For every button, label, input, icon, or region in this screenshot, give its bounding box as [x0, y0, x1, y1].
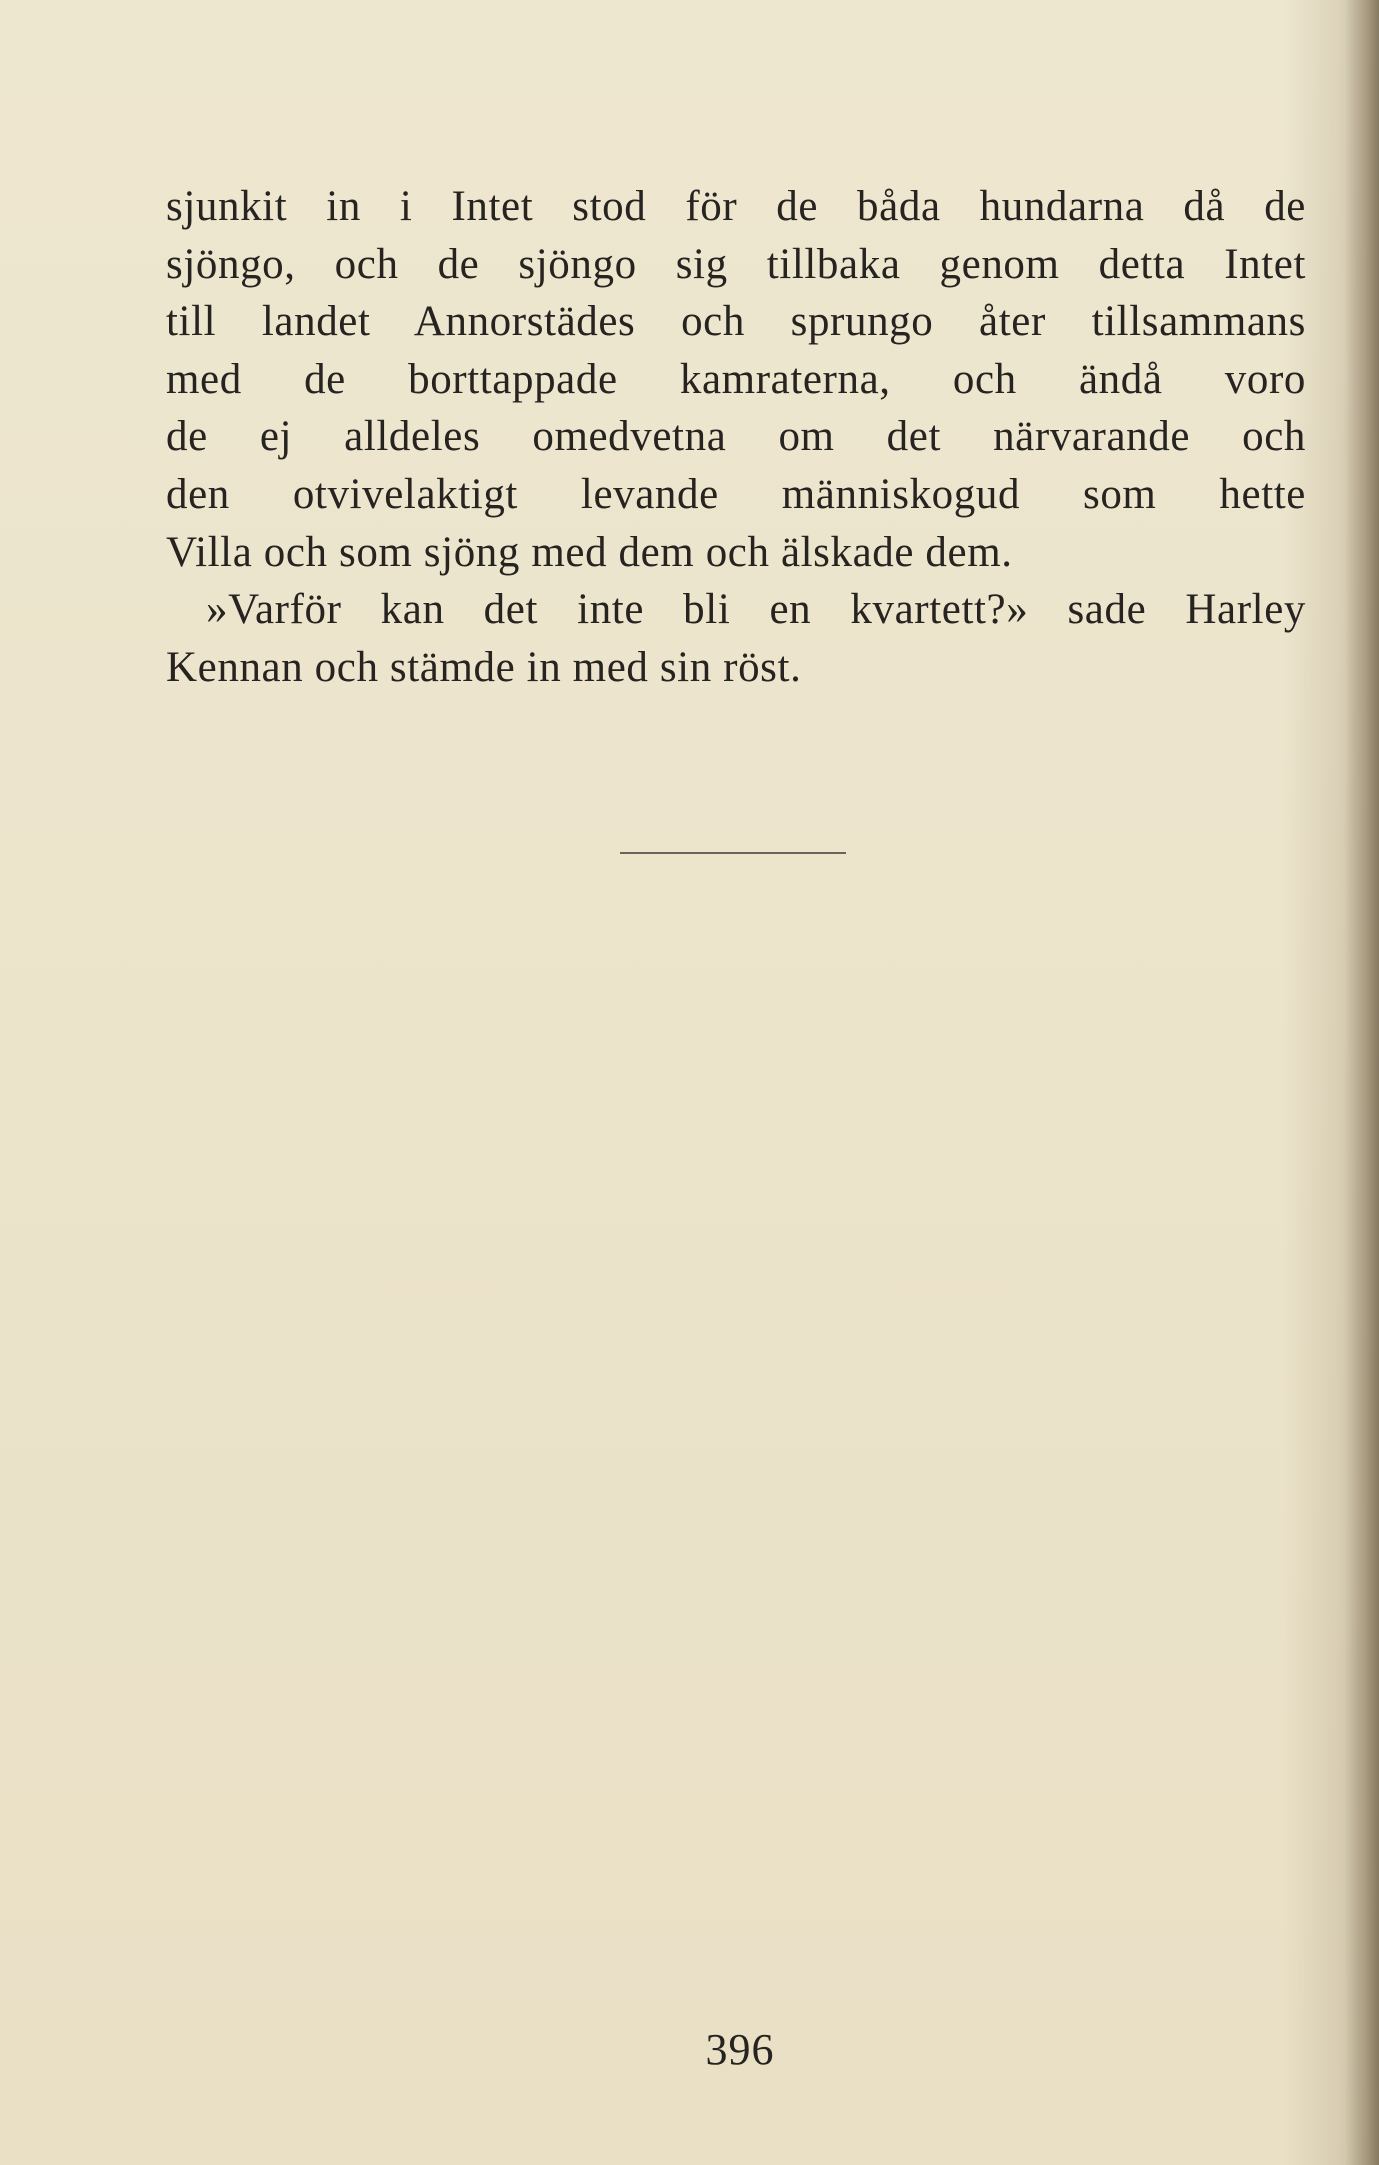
- text-line: den otvivelaktigt levande människogud som hette: [166, 470, 1306, 518]
- page-number: 396: [705, 2025, 775, 2074]
- text-line: till landet Annorstädes och sprungo åter tillsammans: [166, 298, 1306, 346]
- section-divider: [620, 852, 846, 854]
- body-text: [166, 178, 1306, 696]
- text-line: med de borttappade kamraterna, och ändå voro: [166, 355, 1306, 403]
- text-line: Villa och som sjöng med dem och älskade dem.: [166, 528, 1013, 576]
- text-line: sjunkit in i Intet stod för de båda hundarna då de: [166, 183, 1306, 230]
- text-line: sjöngo, och de sjöngo sig tillbaka genom detta Intet: [166, 240, 1306, 288]
- text-line: »Varför kan det inte bli en kvartett?» sade Harley: [206, 586, 1306, 634]
- text-line: de ej alldeles omedvetna om det närvarande och: [166, 413, 1306, 461]
- text-line: Kennan och stämde in med sin röst.: [166, 643, 802, 691]
- spine-shadow: [1345, 0, 1379, 2165]
